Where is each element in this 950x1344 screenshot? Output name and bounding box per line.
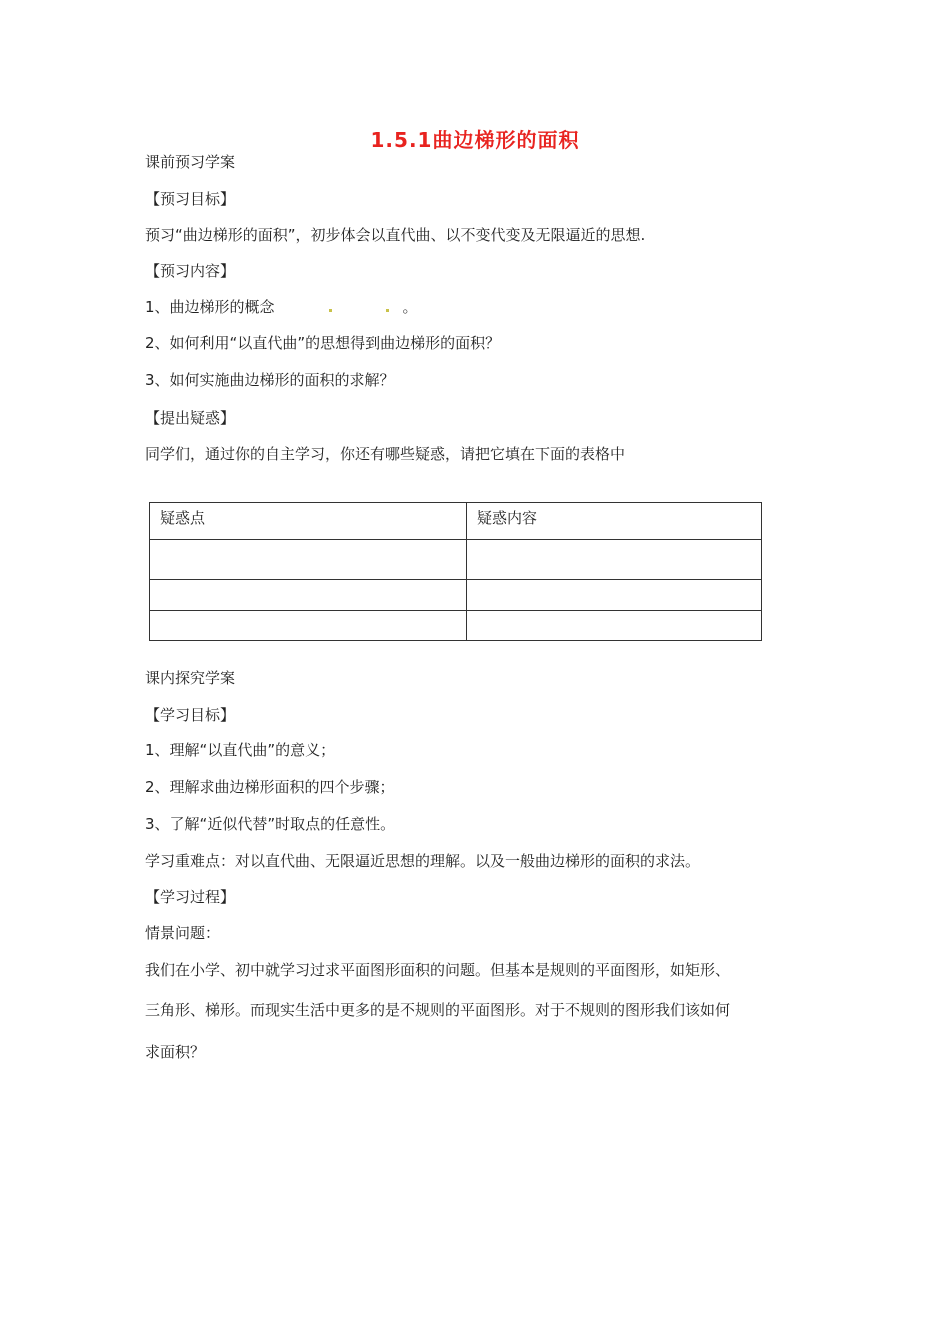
inclass-section-heading: 课内探究学案 [145, 669, 236, 687]
inclass-goal-3: 3、了解“近似代替”时取点的任意性。 [145, 815, 396, 833]
doubt-table-header-point: 疑惑点 [150, 503, 467, 540]
preview-item-1 [145, 297, 418, 317]
preview-content-header: 【预习内容】 [145, 262, 236, 280]
fill-in-blank [275, 298, 403, 312]
preview-doubt-header: 【提出疑惑】 [145, 409, 236, 427]
preview-goal-header: 【预习目标】 [145, 190, 236, 208]
preview-section-heading: 课前预习学案 [145, 153, 236, 171]
doubt-table-header-row [150, 503, 762, 540]
preview-item-2: 2、如何利用“以直代曲”的思想得到曲边梯形的面积？ [145, 334, 501, 352]
preview-item-1-prefix: 1、曲边梯形的概念 [145, 298, 275, 316]
table-row [150, 611, 762, 641]
inclass-scenario-line-2: 三角形、梯形。而现实生活中更多的是不规则的平面图形。对于不规则的图形我们该如何 [145, 1001, 731, 1019]
inclass-process-header: 【学习过程】 [145, 888, 236, 906]
preview-goal-text: 预习“曲边梯形的面积”，初步体会以直代曲、以不变代变及无限逼近的思想. [145, 226, 646, 244]
doubt-content-cell[interactable] [467, 611, 762, 641]
preview-doubt-intro: 同学们，通过你的自主学习，你还有哪些疑惑，请把它填在下面的表格中 [145, 445, 626, 463]
doubt-content-cell[interactable] [467, 580, 762, 611]
inclass-goal-2: 2、理解求曲边梯形面积的四个步骤； [145, 778, 395, 796]
doubt-point-cell[interactable] [150, 540, 467, 580]
table-row [150, 580, 762, 611]
table-row [150, 540, 762, 580]
preview-item-3: 3、如何实施曲边梯形的面积的求解？ [145, 371, 395, 389]
document-title: 1.5.1曲边梯形的面积 [370, 128, 580, 152]
doubt-content-cell[interactable] [467, 540, 762, 580]
inclass-scenario-label: 情景问题： [145, 924, 221, 942]
inclass-scenario-line-3: 求面积？ [145, 1043, 206, 1061]
doubt-table-header-content: 疑惑内容 [467, 503, 762, 540]
inclass-goal-1: 1、理解“以直代曲”的意义； [145, 741, 336, 759]
doubt-point-cell[interactable] [150, 611, 467, 641]
inclass-scenario-line-1: 我们在小学、初中就学习过求平面图形面积的问题。但基本是规则的平面图形，如矩形、 [145, 961, 731, 979]
inclass-key-points: 学习重难点：对以直代曲、无限逼近思想的理解。以及一般曲边梯形的面积的求法。 [145, 852, 701, 870]
doubt-table [149, 502, 762, 641]
inclass-goal-header: 【学习目标】 [145, 706, 236, 724]
preview-item-1-suffix: 。 [402, 298, 418, 316]
doubt-point-cell[interactable] [150, 580, 467, 611]
